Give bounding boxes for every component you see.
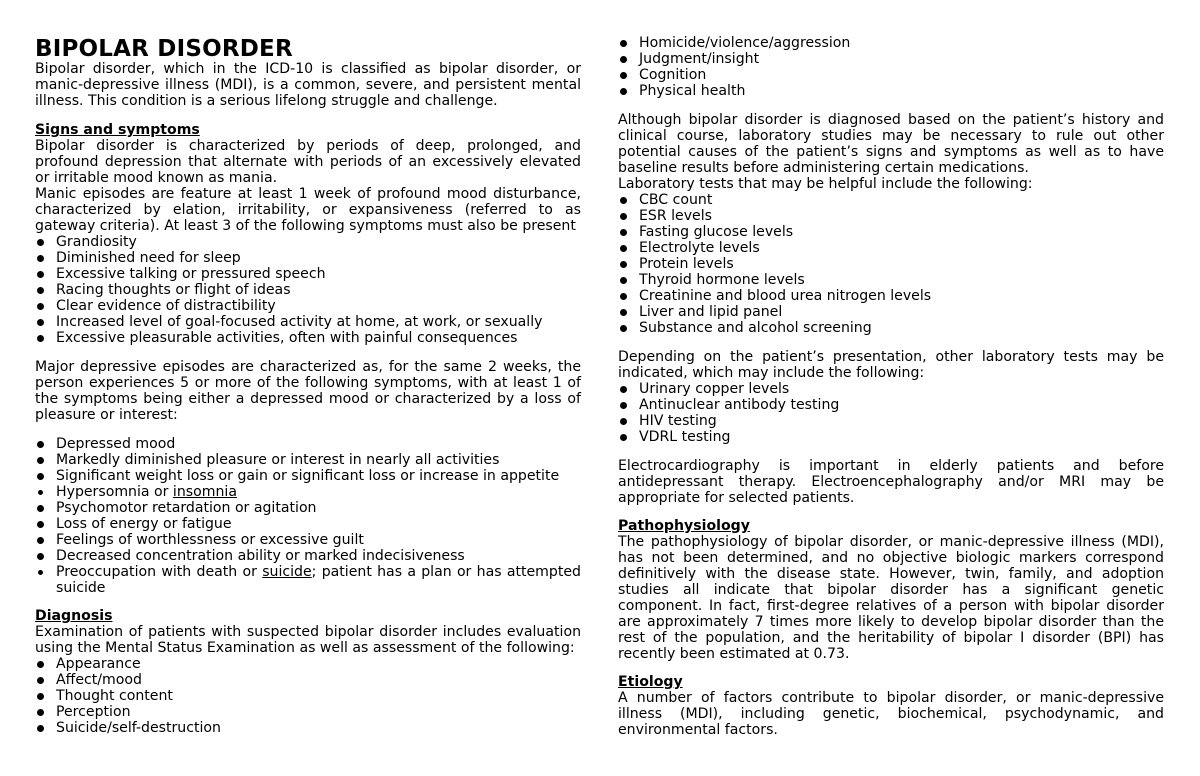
lab-intro: Although bipolar disorder is diagnosed based on the patient’s history and clinical course, laboratory studies may be necessary to rule out other potential causes of the patient’s signs and symptoms as well as to have baseline results before administering certain medications.: [618, 112, 1164, 176]
list-item: Thought content: [35, 688, 581, 704]
list-item: Appearance: [35, 656, 581, 672]
list-item: Suicide/self-destruction: [35, 720, 581, 736]
etiology-heading: Etiology: [618, 674, 683, 690]
manic-symptoms-list: [35, 234, 581, 346]
signs-paragraph-1: Bipolar disorder is characterized by periods of deep, prolonged, and profound depression that alternate with periods of an excessively elevated or irritable mood known as mania.: [35, 138, 581, 186]
list-item: Creatinine and blood urea nitrogen levels: [618, 288, 1164, 304]
list-item: CBC count: [618, 192, 1164, 208]
list-item: Markedly diminished pleasure or interest in nearly all activities: [35, 452, 581, 468]
preoccupation-text: Preoccupation with death or: [56, 564, 263, 580]
list-item: Significant weight loss or gain or significant loss or increase in appetite: [35, 468, 581, 484]
list-item: Cognition: [618, 67, 1164, 83]
list-item: Feelings of worthlessness or excessive guilt: [35, 532, 581, 548]
list-item: Judgment/insight: [618, 51, 1164, 67]
list-item: Depressed mood: [35, 436, 581, 452]
spacer: [35, 109, 581, 122]
list-item: Liver and lipid panel: [618, 304, 1164, 320]
diagnosis-intro: Examination of patients with suspected bipolar disorder includes evaluation using the Mental Status Examination as well as assessment of the following:: [35, 624, 581, 656]
other-tests-intro: Depending on the patient’s presentation, other laboratory tests may be indicated, which may include the following:: [618, 349, 1164, 381]
spacer: [618, 99, 1164, 112]
list-item: Substance and alcohol screening: [618, 320, 1164, 336]
list-item: Homicide/violence/aggression: [618, 35, 1164, 51]
insomnia-link[interactable]: insomnia: [172, 484, 237, 500]
etiology-paragraph: A number of factors contribute to bipolar disorder, or manic-depressive illness (MDI), including genetic, biochemical, psychodynamic, and environmental factors.: [618, 690, 1164, 738]
list-item: Excessive pleasurable activities, often with painful consequences: [35, 330, 581, 346]
diagnosis-list-continued: [618, 35, 1164, 99]
pathophysiology-heading: Pathophysiology: [618, 518, 750, 534]
list-item: Racing thoughts or flight of ideas: [35, 282, 581, 298]
spacer: [618, 445, 1164, 458]
list-item: VDRL testing: [618, 429, 1164, 445]
signs-paragraph-2: Manic episodes are feature at least 1 week of profound mood disturbance, characterized by elation, irritability, or expansiveness (referred to as gateway criteria). At least 3 of the following symptoms must also be present: [35, 186, 581, 234]
depressive-symptoms-list: [35, 436, 581, 596]
list-item-hypersomnia: [35, 484, 581, 500]
list-item: Decreased concentration ability or marked indecisiveness: [35, 548, 581, 564]
list-item: Diminished need for sleep: [35, 250, 581, 266]
spacer: [35, 596, 581, 608]
spacer: [35, 346, 581, 359]
list-item: Fasting glucose levels: [618, 224, 1164, 240]
pathophysiology-paragraph: The pathophysiology of bipolar disorder, or manic-depressive illness (MDI), has not been determined, and no objective biologic markers correspond definitively with the disease state. However, twin, family, and adoption studies all indicate that bipolar disorder has a significant genetic component. In fact, first-degree relatives of a person with bipolar disorder are approximately 7 times more likely to develop bipolar disorder than the rest of the population, and the heritability of bipolar I disorder (BPI) has recently been estimated at 0.73.: [618, 534, 1164, 662]
list-item: Clear evidence of distractibility: [35, 298, 581, 314]
list-item: Antinuclear antibody testing: [618, 397, 1164, 413]
lab-lead: Laboratory tests that may be helpful include the following:: [618, 176, 1033, 192]
page-title: BIPOLAR DISORDER: [35, 36, 293, 62]
intro-paragraph: Bipolar disorder, which in the ICD-10 is classified as bipolar disorder, or manic-depressive illness (MDI), is a common, severe, and persistent mental illness. This condition is a serious lifelong struggle and challenge.: [35, 61, 581, 109]
preoccupation-text-end: ; patient has a plan or has attempted suicide: [56, 564, 581, 596]
right-column: [618, 35, 1164, 738]
list-item: Psychomotor retardation or agitation: [35, 500, 581, 516]
list-item: Urinary copper levels: [618, 381, 1164, 397]
spacer: [618, 506, 1164, 518]
list-item-preoccupation: [35, 564, 581, 596]
list-item: Increased level of goal-focused activity at home, at work, or sexually: [35, 314, 581, 330]
left-column: [35, 0, 581, 736]
list-item: Excessive talking or pressured speech: [35, 266, 581, 282]
diagnosis-list: [35, 656, 581, 736]
hypersomnia-text: Hypersomnia or: [56, 484, 173, 500]
list-item: Loss of energy or fatigue: [35, 516, 581, 532]
list-item: Protein levels: [618, 256, 1164, 272]
lab-tests-list: [618, 192, 1164, 336]
list-item: Grandiosity: [35, 234, 581, 250]
suicide-link[interactable]: suicide: [262, 564, 312, 580]
list-item: Thyroid hormone levels: [618, 272, 1164, 288]
spacer: [35, 423, 581, 436]
depressive-intro: Major depressive episodes are characterized as, for the same 2 weeks, the person experiences 5 or more of the following symptoms, with at least 1 of the symptoms being either a depressed mood or characterized by a loss of pleasure or interest:: [35, 359, 581, 423]
list-item: ESR levels: [618, 208, 1164, 224]
diagnosis-heading: Diagnosis: [35, 608, 113, 624]
list-item: Electrolyte levels: [618, 240, 1164, 256]
ecg-paragraph: Electrocardiography is important in elderly patients and before antidepressant therapy. Electroencephalography and/or MRI may be appropriate for selected patients.: [618, 458, 1164, 506]
list-item: Affect/mood: [35, 672, 581, 688]
list-item: HIV testing: [618, 413, 1164, 429]
list-item: Physical health: [618, 83, 1164, 99]
spacer: [618, 336, 1164, 349]
signs-heading: Signs and symptoms: [35, 122, 200, 138]
other-tests-list: [618, 381, 1164, 445]
list-item: Perception: [35, 704, 581, 720]
spacer: [618, 662, 1164, 674]
